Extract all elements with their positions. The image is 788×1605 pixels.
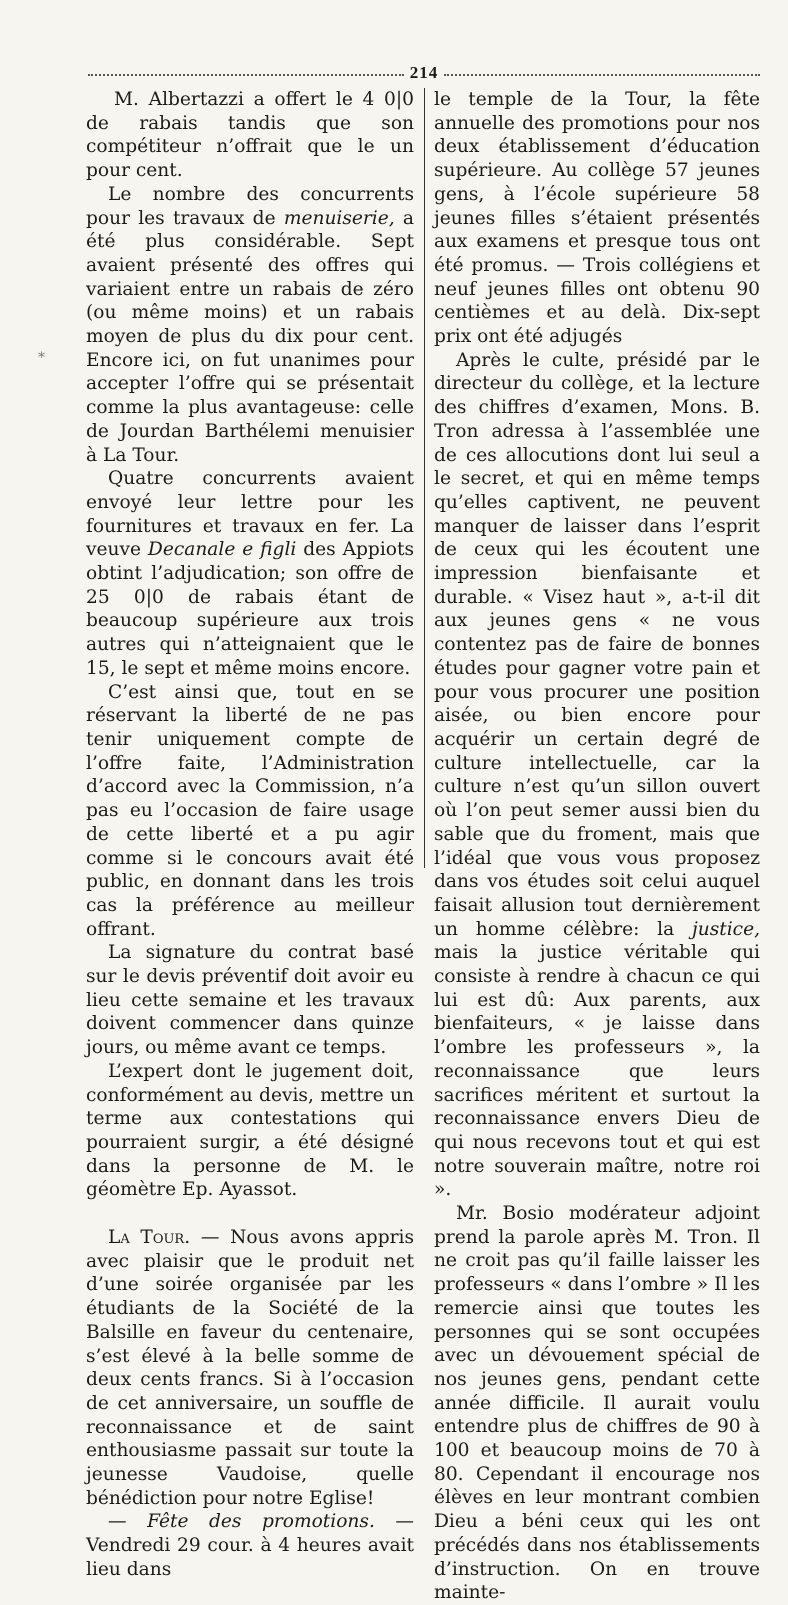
right-column (434, 88, 760, 1605)
margin-mark: * (38, 350, 45, 366)
paragraph: L’expert dont le jugement doit, conformément au devis, mettre un terme aux contestations qui pourraient surgir, a été désigné dans la personne de M. le géomètre Ep. Ayassot. (86, 1060, 414, 1201)
paragraph: M. Albertazzi a offert le 4 0|0 de rabais tandis que son compétiteur n’offrait que le un pour cent. (86, 89, 414, 182)
paragraph: Mr. Bosio modérateur adjoint prend la parole après M. Tron. Il ne croit pas qu’il faille laisser les professeurs « dans l’ombre » Il les remercie ainsi que toutes les personnes qui se sont occupées avec un dévouement spécial de nos jeunes gens, pendant cette année difficile. Il aurait voulu entendre plus de chiffres de 90 à 100 et beaucoup moins de 70 à 80. Cependant il encourage nos élèves en leur montrant combien Dieu a béni ceux qui les ont précédés dans nos établissements d’instruction. On en trouve mainte- (434, 1203, 760, 1604)
paragraph (86, 1510, 414, 1581)
paragraph: C’est ainsi que, tout en se réservant la liberté de ne pas tenir uniquement compte de l’offre faite, l’Administration d’accord avec la Commission, n’a pas eu l’occasion de faire usage de cette liberté et a pu agir comme si le concours avait été public, en donnant dans les trois cas la préférence au meilleur offrant. (86, 681, 414, 940)
paragraph (86, 1226, 414, 1510)
emphasis: — Fête des promotions. (108, 1511, 375, 1533)
left-column (86, 88, 414, 1582)
page-header (88, 60, 760, 86)
text-run: des Appiots obtint l’adjudication; son offre de 25 0|0 de rabais étant de beaucoup supérieure aux trois autres qui n’atteignaient que le 15, le sept et même moins encore. (86, 539, 414, 679)
text-run: Quatre concurrents avaient envoyé leur lettre pour les fournitures et travaux en fer. La veuve (86, 468, 414, 561)
paragraph: La signature du contrat basé sur le devis préventif doit avoir eu lieu cette semaine et les travaux doivent commencer dans quinze jours, ou même avant ce temps. (86, 942, 414, 1059)
header-rule-right (444, 74, 760, 76)
section-label: La Tour. (108, 1227, 191, 1249)
emphasis: menuiserie, (283, 207, 395, 229)
paragraph (86, 467, 414, 680)
paragraph (434, 349, 760, 1202)
paragraph (86, 183, 414, 467)
text-run: — Vendredi 29 cour. à 4 heures avait lieu dans (86, 1511, 414, 1580)
text-run: — Nous avons appris avec plaisir que le produit net d’une soirée organisée par les étudiants de la Société de la Balsille en faveur du centenaire, s’est élevé à la belle somme de deux cents francs. Si à l’occasion de cet anniversaire, un souffle de reconnaissance et de saint enthousiasme passait sur toute la jeunesse Vaudoise, quelle bénédiction pour notre Eglise! (86, 1227, 414, 1509)
text-run: Le nombre des concurrents pour les travaux de (86, 183, 414, 229)
column-divider (424, 88, 425, 868)
text-run: a été plus considérable. Sept avaient présenté des offres qui variaient entre un rabais de zéro (ou même moins) et un rabais moyen de plus du dix pour cent. Encore ici, on fut unanimes pour accepter l’offre qui se présentait comme la plus avantageuse: celle de Jourdan Barthélemi menuisier à La Tour. (86, 207, 415, 466)
text-run: mais la justice véritable qui consiste à rendre à chacun ce qui lui est dû: Aux parents, aux bienfaiteurs, « je laisse dans l’ombre les professeurs », la reconnaissance que leurs sacrifices méritent et surtout la reconnaissance envers Dieu de qui nous recevons tout et qui est notre souverain maître, notre roi ». (434, 942, 760, 1201)
emphasis: justice, (691, 918, 760, 940)
text-run: Après le culte, présidé par le directeur du collège, et la lecture des chiffres d’examen, Mons. B. Tron adressa à l’assemblée une de ces allocutions dont lui seul a le secret, et qui en même temps qu’elles captivent, ne peuvent manquer de laisser dans l’esprit de ceux qui les écoutent une impression bienfaisante et durable. « Visez haut », a-t-il dit aux jeunes gens « ne vous contentez pas de faire de bonnes études pour gagner votre pain et pour vous procurer une position aisée, ou bien encore pour acquérir un certain degré de culture intellectuelle, car la culture n’est qu’un sillon ouvert où l’on peut semer aussi bien du sable que du froment, mais que l’idéal que vous vous proposez dans vos études soit celui auquel faisait allusion tout dernièrement un homme célèbre: la (434, 349, 760, 940)
paragraph: le temple de la Tour, la fête annuelle des promotions pour nos deux établissement d’éducation supérieure. Au collège 57 jeunes gens, à l’école supérieure 58 jeunes filles s’étaient présentés aux examens et presque tous ont été promus. — Trois collégiens et neuf jeunes filles ont obtenu 90 centièmes et au delà. Dix-sept prix ont été adjugés (434, 89, 760, 348)
emphasis: Decanale e figli (147, 539, 297, 561)
page-number: 214 (409, 63, 439, 82)
header-rule-left (88, 74, 404, 76)
